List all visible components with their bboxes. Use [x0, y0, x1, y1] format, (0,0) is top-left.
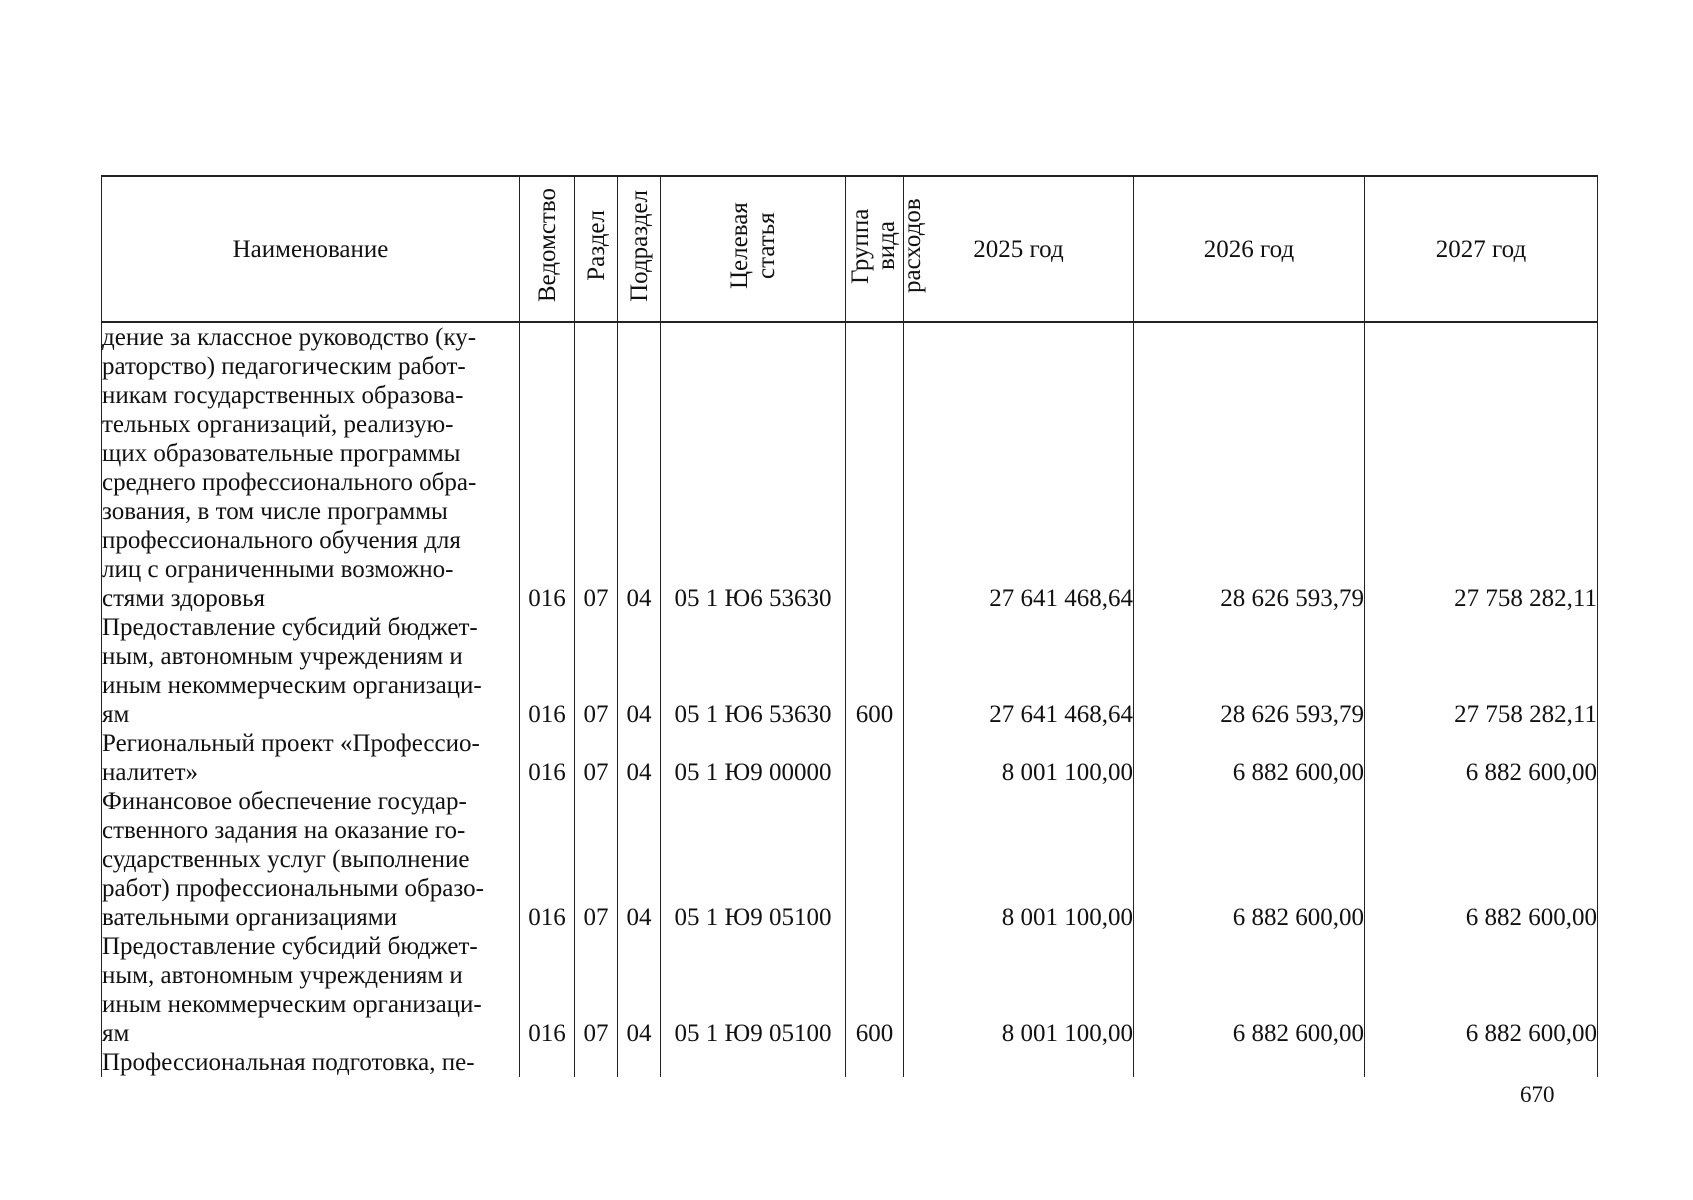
- cell-vedomstvo: 016: [520, 613, 575, 729]
- empty-cell: [661, 1048, 846, 1077]
- row-name-line: раторство) педагогическим работ-: [102, 353, 466, 380]
- header-2027: 2027 год: [1365, 176, 1598, 322]
- cell-gruppa: 600: [846, 932, 904, 1048]
- cell-razdel: 07: [575, 613, 618, 729]
- table-row: [102, 932, 1598, 1048]
- cell-gruppa: [846, 787, 904, 932]
- cell-razdel: 07: [575, 932, 618, 1048]
- row-name-line: Предоставление субсидий бюджет-: [102, 933, 478, 960]
- row-name-line: иным некоммерческим организаци-: [102, 991, 482, 1018]
- cell-razdel: 07: [575, 787, 618, 932]
- cell-2026: 6 882 600,00: [1134, 932, 1365, 1048]
- cell-vedomstvo: 016: [520, 322, 575, 613]
- cell-gruppa: [846, 322, 904, 613]
- budget-table: [101, 175, 1598, 1077]
- empty-cell: [1134, 1048, 1365, 1077]
- header-2025: 2025 год: [904, 176, 1134, 322]
- cell-podrazdel: 04: [618, 613, 661, 729]
- header-podrazdel: Подраздел: [618, 176, 661, 322]
- empty-cell: [904, 1048, 1134, 1077]
- table-row: [102, 787, 1598, 932]
- row-name-line: Финансовое обеспечение государ-: [102, 788, 467, 815]
- cell-vedomstvo: 016: [520, 787, 575, 932]
- cell-podrazdel: 04: [618, 787, 661, 932]
- row-name: [102, 932, 520, 1048]
- row-name-line: профессионального обучения для: [102, 527, 461, 554]
- row-name-line: щих образовательные программы: [102, 440, 461, 467]
- header-celevaya-statya: Целевая статья: [661, 176, 846, 322]
- page-number: 670: [1520, 1082, 1555, 1107]
- cell-2027: 6 882 600,00: [1365, 932, 1598, 1048]
- cell-vedomstvo: 016: [520, 729, 575, 787]
- header-gruppa-vida-rashodov: Группа вида расходов: [846, 176, 904, 322]
- cell-vedomstvo: 016: [520, 932, 575, 1048]
- row-name-line: сударственных услуг (выполнение: [102, 846, 470, 873]
- row-name-line: ственного задания на оказание го-: [102, 817, 466, 844]
- row-name-line: никам государственных образова-: [102, 382, 464, 409]
- cell-2027: 6 882 600,00: [1365, 729, 1598, 787]
- cell-gruppa: [846, 729, 904, 787]
- table-row: [102, 729, 1598, 787]
- header-vedomstvo: Ведомство: [520, 176, 575, 322]
- row-name-line: Профессиональная подготовка, пе-: [102, 1049, 475, 1076]
- row-name: [102, 729, 520, 787]
- cell-celevaya-statya: 05 1 Ю9 05100: [661, 787, 846, 932]
- empty-cell: [846, 1048, 904, 1077]
- header-name: Наименование: [102, 176, 520, 322]
- row-name-line: ям: [102, 701, 130, 728]
- row-name-line: тельных организаций, реализую-: [102, 411, 454, 438]
- row-name-line: вательными организациями: [102, 904, 397, 931]
- cell-2025: 27 641 468,64: [904, 613, 1134, 729]
- row-name-line: ным, автономным учреждениям и: [102, 962, 463, 989]
- table-row: [102, 322, 1598, 613]
- row-name-line: иным некоммерческим организаци-: [102, 672, 482, 699]
- cell-2026: 6 882 600,00: [1134, 729, 1365, 787]
- empty-cell: [1365, 1048, 1598, 1077]
- header-2026: 2026 год: [1134, 176, 1365, 322]
- table-row: [102, 613, 1598, 729]
- cell-2026: 28 626 593,79: [1134, 322, 1365, 613]
- empty-cell: [520, 1048, 575, 1077]
- row-name-line: ным, автономным учреждениям и: [102, 643, 463, 670]
- cell-2027: 6 882 600,00: [1365, 787, 1598, 932]
- row-name-line: налитет»: [102, 759, 198, 786]
- cell-2025: 27 641 468,64: [904, 322, 1134, 613]
- row-name-line: стями здоровья: [102, 585, 265, 612]
- empty-cell: [618, 1048, 661, 1077]
- row-name-line: зования, в том числе программы: [102, 498, 448, 525]
- cell-podrazdel: 04: [618, 322, 661, 613]
- cell-2025: 8 001 100,00: [904, 932, 1134, 1048]
- row-name: [102, 787, 520, 932]
- row-name: [102, 1048, 520, 1077]
- cell-2025: 8 001 100,00: [904, 787, 1134, 932]
- cell-2025: 8 001 100,00: [904, 729, 1134, 787]
- header-row: [102, 176, 1598, 322]
- row-name-line: Предоставление субсидий бюджет-: [102, 614, 478, 641]
- row-name-line: лиц с ограниченными возможно-: [102, 556, 454, 583]
- row-name-line: дение за классное руководство (ку-: [102, 324, 477, 351]
- row-name: [102, 322, 520, 613]
- cell-gruppa: 600: [846, 613, 904, 729]
- cell-2026: 6 882 600,00: [1134, 787, 1365, 932]
- table-row-continued: [102, 1048, 1598, 1077]
- cell-2027: 27 758 282,11: [1365, 613, 1598, 729]
- row-name-line: работ) профессиональными образо-: [102, 875, 484, 902]
- cell-razdel: 07: [575, 322, 618, 613]
- cell-celevaya-statya: 05 1 Ю9 00000: [661, 729, 846, 787]
- cell-2026: 28 626 593,79: [1134, 613, 1365, 729]
- row-name: [102, 613, 520, 729]
- header-razdel: Раздел: [575, 176, 618, 322]
- cell-celevaya-statya: 05 1 Ю6 53630: [661, 613, 846, 729]
- row-name-line: среднего профессионального обра-: [102, 469, 477, 496]
- cell-celevaya-statya: 05 1 Ю6 53630: [661, 322, 846, 613]
- cell-razdel: 07: [575, 729, 618, 787]
- cell-podrazdel: 04: [618, 932, 661, 1048]
- empty-cell: [575, 1048, 618, 1077]
- row-name-line: Региональный проект «Профессио-: [102, 730, 480, 757]
- row-name-line: ям: [102, 1020, 130, 1047]
- cell-celevaya-statya: 05 1 Ю9 05100: [661, 932, 846, 1048]
- cell-podrazdel: 04: [618, 729, 661, 787]
- cell-2027: 27 758 282,11: [1365, 322, 1598, 613]
